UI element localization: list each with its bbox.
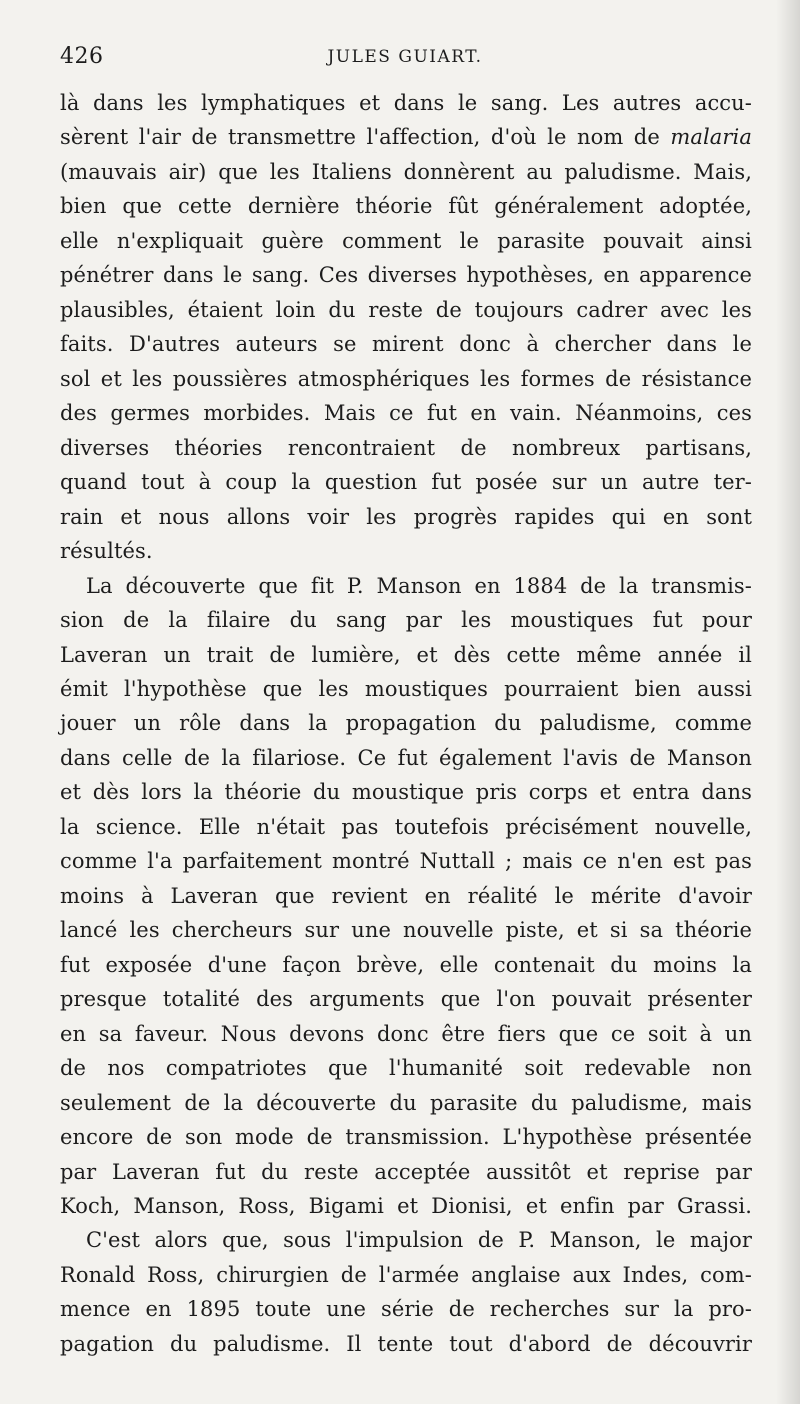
text-line-segment: sèrent l'air de transmettre l'affection, d'où le nom de [60,125,660,150]
text-line: de nos compatriotes que l'humanité soit redevable non [60,1056,752,1081]
text-line: pénétrer dans le sang. Ces diverses hypothèses, en apparence [60,263,752,288]
text-line: rain et nous allons voir les progrès rapides qui en sont [60,504,752,529]
text-line: Laveran un trait de lumière, et dès cette même année il [60,642,752,667]
text-line: par Laveran fut du reste acceptée aussitôt et reprise par [60,1159,752,1184]
text-line: diverses théories rencontraient de nombreux partisans, [60,435,752,460]
text-line: (mauvais air) que les Italiens donnèrent au paludisme. Mais, [60,159,752,184]
text-line: lancé les chercheurs sur une nouvelle piste, et si sa théorie [60,918,752,943]
text-line: elle n'expliquait guère comment le parasite pouvait ainsi [60,228,752,253]
text-line: comme l'a parfaitement montré Nuttall ; mais ce n'en est pas [60,849,752,874]
running-head [60,44,750,74]
text-line: des germes morbides. Mais ce fut en vain. Néanmoins, ces [60,401,752,426]
text-line: fut exposée d'une façon brève, elle contenait du moins la [60,952,752,977]
text-line: dans celle de la filariose. Ce fut également l'avis de Manson [60,745,752,770]
page-edge-shadow [776,0,800,1404]
text-line: plausibles, étaient loin du reste de toujours cadrer avec les [60,297,752,322]
running-head-author: JULES GUIART. [327,47,483,67]
text-line: encore de son mode de transmission. L'hypothèse présentée [60,1125,752,1150]
body-text [60,86,752,1361]
text-line: Ronald Ross, chirurgien de l'armée anglaise aux Indes, com- [60,1262,752,1287]
text-line: faits. D'autres auteurs se mirent donc à chercher dans le [60,332,752,357]
text-line: moins à Laveran que revient en réalité le mérite d'avoir [60,883,752,908]
text-line: là dans les lymphatiques et dans le sang. Les autres accu- [60,91,752,115]
text-line: presque totalité des arguments que l'on pouvait présenter [60,987,752,1012]
text-line: seulement de la découverte du parasite du paludisme, mais [60,1090,752,1115]
text-line: jouer un rôle dans la propagation du paludisme, comme [60,711,752,736]
text-line: en sa faveur. Nous devons donc être fiers que ce soit à un [60,1021,752,1046]
text-line: la science. Elle n'était pas toutefois précisément nouvelle, [60,814,752,839]
text-line-paragraph-end: résultés. [60,539,153,564]
text-line [60,120,752,154]
text-line: sol et les poussières atmosphériques les formes de résistance [60,366,752,391]
page-number: 426 [60,44,104,69]
text-line-paragraph-start: La découverte que fit P. Manson en 1884 de la transmis- [86,573,752,598]
text-line: mence en 1895 toute une série de recherches sur la pro- [60,1297,752,1322]
text-line: bien que cette dernière théorie fût généralement adoptée, [60,194,752,219]
text-line: émit l'hypothèse que les moustiques pourraient bien aussi [60,676,752,701]
text-line: sion de la filaire du sang par les moustiques fut pour [60,608,752,633]
text-line: et dès lors la théorie du moustique pris corps et entra dans [60,780,752,805]
text-line: quand tout à coup la question fut posée sur un autre ter- [60,470,752,495]
text-line-paragraph-start: C'est alors que, sous l'impulsion de P. Manson, le major [86,1228,752,1253]
text-line-paragraph-end: Koch, Manson, Ross, Bigami et Dionisi, et enfin par Grassi. [60,1194,752,1218]
italic-term-malaria: malaria [670,125,752,150]
text-line: pagation du paludisme. Il tente tout d'abord de découvrir [60,1331,752,1356]
